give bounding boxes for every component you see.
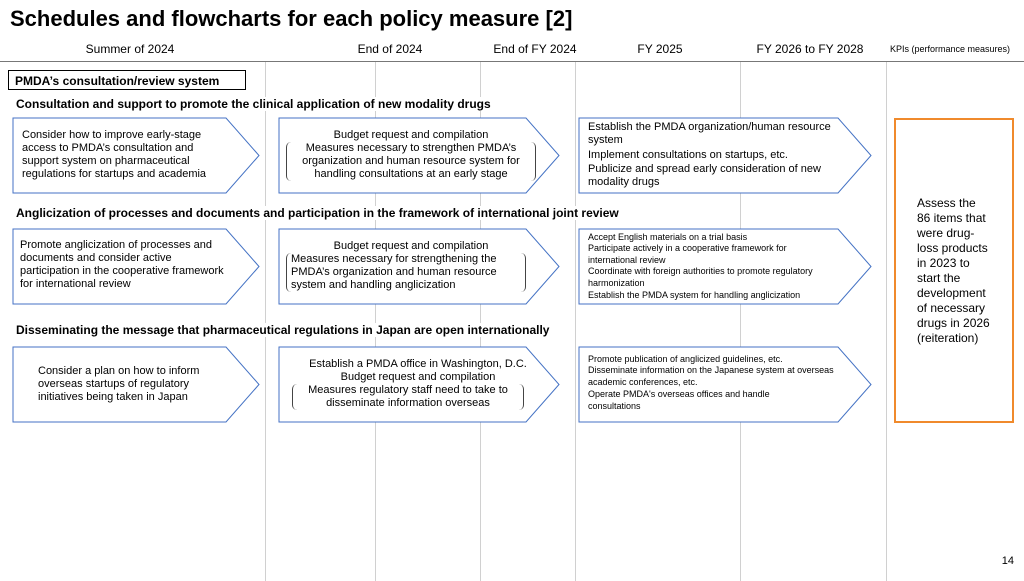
header-divider: [0, 61, 1024, 62]
step-line: Promote publication of anglicized guidelines, etc.: [588, 354, 783, 364]
kpi-box: [894, 118, 1014, 423]
flow-arrow-2c: [578, 228, 872, 305]
flow-arrow-2b: [278, 228, 560, 305]
step-line: Disseminate information on the Japanese system at overseas academic conferences, etc.: [588, 365, 834, 387]
flow-arrow-1a: [12, 117, 260, 194]
flow-arrow-1b: [278, 117, 560, 194]
step-line: Participate actively in a cooperative framework for international review: [588, 243, 787, 265]
page-number: 14: [1001, 555, 1014, 567]
section-heading-2: Anglicization of processes and documents and participation in the framework of international joint review: [16, 206, 623, 220]
budget-label: Budget request and compilation: [333, 129, 489, 141]
step-line: Establish the PMDA system for handling anglicization: [588, 290, 801, 300]
flow-arrow-3b: [278, 346, 560, 423]
budget-label: Budget request and compilation: [340, 371, 496, 383]
kpi-text: Assess the 86 items that were drug-loss products in 2023 to start the development of necessary drugs in 2026 (reiteration): [917, 195, 990, 345]
step-line: Accept English materials on a trial basis: [588, 232, 748, 242]
office-text: Establish a PMDA office in Washington, D.C.: [309, 358, 527, 370]
flow-arrow-1c: [578, 117, 872, 194]
step-line: Publicize and spread early consideration of new modality drugs: [588, 163, 821, 188]
flow-arrow-3a: [12, 346, 260, 423]
gridline: [886, 62, 887, 581]
section-heading-3: Disseminating the message that pharmaceutical regulations in Japan are open internationally: [16, 323, 553, 337]
page-title: Schedules and flowcharts for each policy measure [2]: [10, 6, 573, 31]
step-text: Consider a plan on how to inform overseas startups of regulatory initiatives being taken in Japan: [38, 365, 200, 403]
gridline: [575, 62, 576, 581]
column-summer-2024: Summer of 2024: [85, 42, 175, 56]
step-line: Establish the PMDA organization/human resource system: [588, 121, 831, 146]
section-heading-1: Consultation and support to promote the clinical application of new modality drugs: [16, 97, 495, 111]
column-fy2025: FY 2025: [637, 42, 683, 56]
step-line: Operate PMDA's overseas offices and handle consultations: [588, 389, 770, 411]
step-line: Implement consultations on startups, etc.: [588, 149, 788, 161]
column-end-2024: End of 2024: [357, 42, 423, 56]
step-text: Consider how to improve early-stage access to PMDA’s consultation and support system on pharmaceutical regulations for startups and academia: [22, 129, 207, 180]
column-fy2026-2028: FY 2026 to FY 2028: [756, 42, 864, 56]
step-line: Coordinate with foreign authorities to promote regulatory harmonization: [588, 266, 813, 288]
gridline: [265, 62, 266, 581]
measures-text: Measures necessary for strengthening the PMDA’s organization and human resource system and handling anglicization: [286, 253, 526, 292]
system-label: PMDA’s consultation/review system: [8, 70, 246, 90]
budget-label: Budget request and compilation: [333, 240, 489, 252]
measures-text: Measures regulatory staff need to take to disseminate information overseas: [292, 384, 524, 410]
step-text: Promote anglicization of processes and documents and consider active participation in the cooperative framework for international review: [20, 239, 224, 290]
measures-text: Measures necessary to strengthen PMDA’s organization and human resource system for handling consultations at an early stage: [286, 142, 536, 181]
column-end-fy2024: End of FY 2024: [493, 42, 577, 56]
column-kpis: KPIs (performance measures): [889, 44, 1011, 54]
flow-arrow-3c: [578, 346, 872, 423]
flow-arrow-2a: [12, 228, 260, 305]
